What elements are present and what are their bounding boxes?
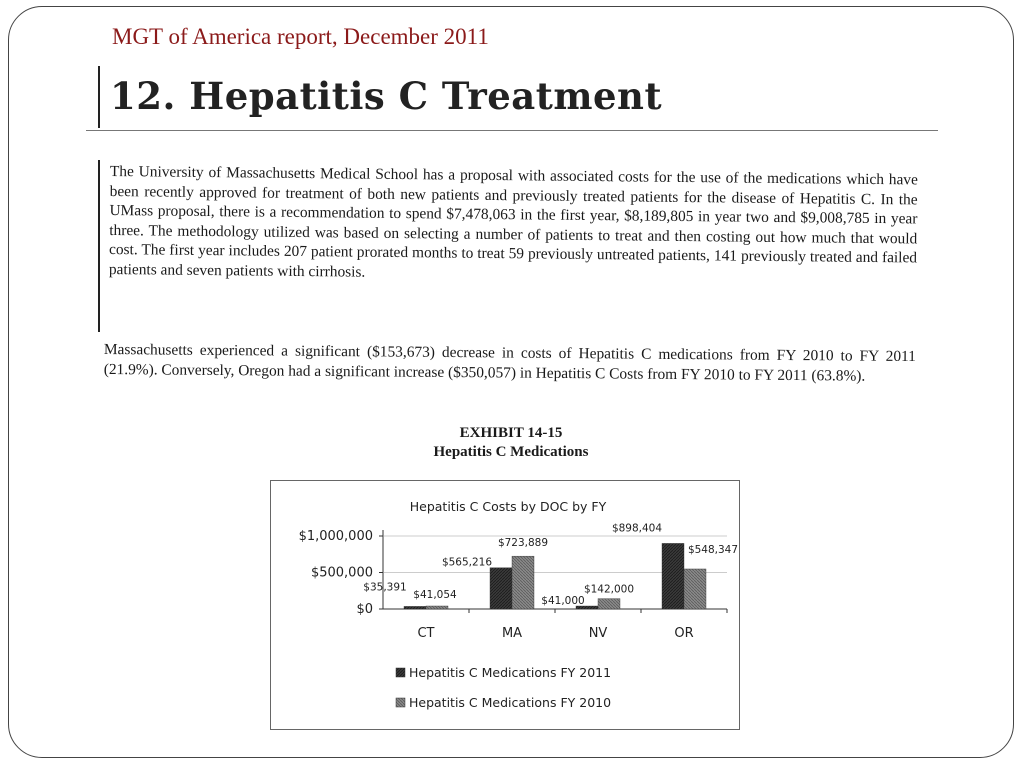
data-label: $142,000 [583,583,635,596]
bar-ma-fy2010 [512,556,534,609]
x-tick-label: MA [501,626,523,641]
x-tick-label: CT [417,626,435,641]
exhibit-number: EXHIBIT 14-15 [459,425,563,441]
data-label: $565,216 [441,556,493,569]
bar-ct-fy2010 [426,606,448,609]
bar-ma-fy2011 [490,568,512,609]
data-label: $41,054 [413,589,457,602]
section-heading: 12. Hepatitis C Treatment [110,74,663,118]
legend-label: Hepatitis C Medications FY 2010 [409,695,612,710]
data-label: $548,347 [687,543,739,556]
bar-ct-fy2011 [404,606,426,609]
scanned-document [86,60,946,740]
margin-line-top [98,66,100,128]
paragraph-cost-changes: Massachusetts experienced a significant ($153,673) decrease in costs of Hepatitis C medications from FY 2010 to FY 2011 (21.9%). Conversely, Oregon had a significant increase ($350,057) in Hepatitis C Costs from FY 2010 to FY 2011 (63.8%). [103,340,916,385]
y-tick-label: $1,000,000 [298,529,373,544]
x-tick-label: OR [674,626,694,641]
data-label: $35,391 [363,581,407,594]
exhibit-title: Hepatitis C Medications [433,444,589,460]
chart-title: Hepatitis C Costs by DOC by FY [409,499,607,514]
legend-swatch [396,698,405,707]
slide-title: MGT of America report, December 2011 [112,24,489,49]
bar-or-fy2011 [662,543,684,609]
hepatitis-c-costs-chart [271,481,739,729]
legend-swatch [396,668,405,677]
heading-rule [86,130,938,131]
margin-line-paragraph [98,160,100,332]
bar-or-fy2010 [684,569,706,609]
paragraph-umass-proposal: The University of Massachusetts Medical School has a proposal with associated costs for the use of the medications which have been recently approved for treatment of both new patients and previously treated patients for the disease of Hepatitis C. In the UMass proposal, there is a recommendation to spend $7,478,063 in the first year, $8,189,805 in year two and $9,008,785 in year three. The methodology utilized was based on selecting a number of patients to treat and then costing out how much that would cost. The first year includes 207 patient prorated months to treat 59 previously untreated patients, 141 previously treated and failed patients and seven patients with cirrhosis. [108,162,918,281]
legend-label: Hepatitis C Medications FY 2011 [409,665,612,680]
y-tick-label: $0 [356,602,373,617]
data-label: $723,889 [497,537,549,550]
exhibit-caption [386,424,636,462]
x-tick-label: NV [588,626,608,641]
chart-container [270,480,740,730]
data-label: $41,000 [541,595,585,608]
data-label: $898,404 [611,522,663,535]
y-tick-label: $500,000 [310,565,373,581]
bar-nv-fy2010 [598,599,620,609]
